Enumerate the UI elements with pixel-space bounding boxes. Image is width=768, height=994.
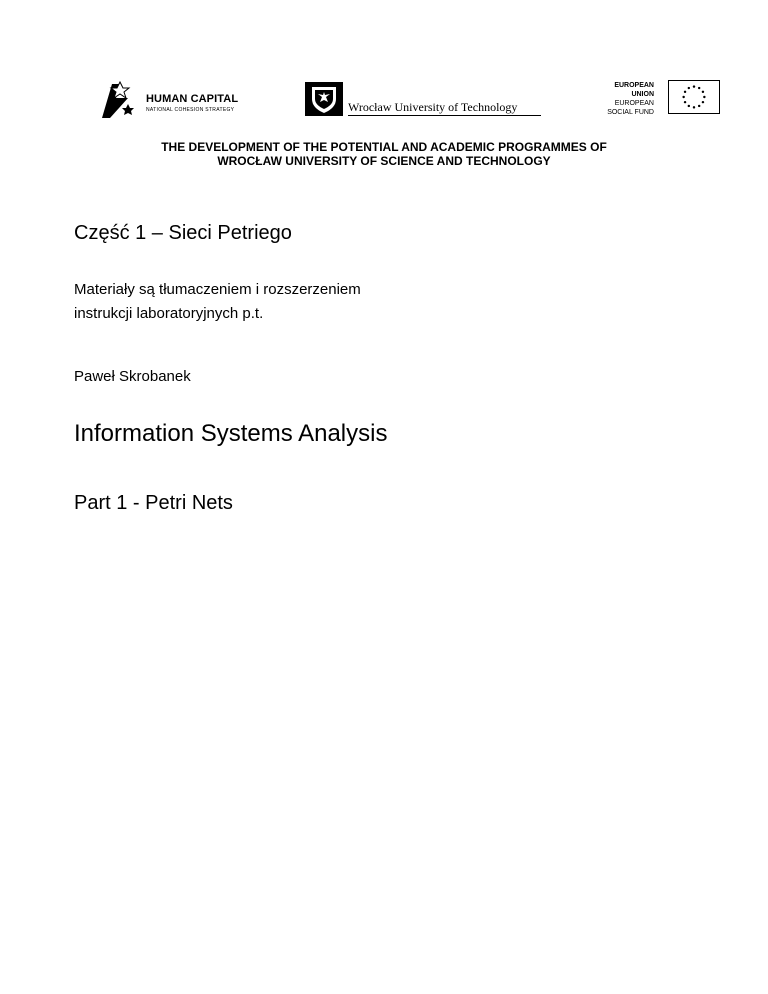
human-capital-title: HUMAN CAPITAL bbox=[146, 93, 239, 105]
programme-title-line: THE DEVELOPMENT OF THE POTENTIAL AND ACADEMIC PROGRAMMES OF bbox=[161, 140, 607, 154]
university-crest-icon bbox=[305, 82, 343, 116]
human-capital-subtitle: NATIONAL COHESION STRATEGY bbox=[146, 107, 235, 113]
author-name: Paweł Skrobanek bbox=[74, 368, 191, 385]
part-title-polish: Część 1 – Sieci Petriego bbox=[74, 222, 292, 244]
university-name: Wrocław University of Technology bbox=[348, 100, 518, 114]
course-title: Information Systems Analysis bbox=[74, 420, 388, 447]
human-capital-emblem-icon bbox=[98, 80, 136, 120]
programme-title bbox=[0, 140, 768, 168]
eu-text-line: EUROPEAN bbox=[614, 82, 654, 89]
translation-note-line: Materiały są tłumaczeniem i rozszerzeniem bbox=[74, 281, 361, 298]
eu-text-line: EUROPEAN bbox=[614, 100, 654, 107]
part-title-english: Part 1 - Petri Nets bbox=[74, 492, 233, 514]
human-capital-logo bbox=[98, 80, 258, 120]
eu-flag-icon bbox=[668, 80, 720, 114]
university-logo bbox=[305, 82, 545, 118]
programme-title-line: WROCŁAW UNIVERSITY OF SCIENCE AND TECHNOLOGY bbox=[217, 154, 551, 168]
translation-note bbox=[74, 278, 361, 326]
eu-logo bbox=[590, 80, 726, 118]
eu-text-line: UNION bbox=[631, 91, 654, 98]
translation-note-line: instrukcji laboratoryjnych p.t. bbox=[74, 305, 264, 322]
university-underline bbox=[348, 115, 541, 116]
eu-text-line: SOCIAL FUND bbox=[607, 109, 654, 116]
